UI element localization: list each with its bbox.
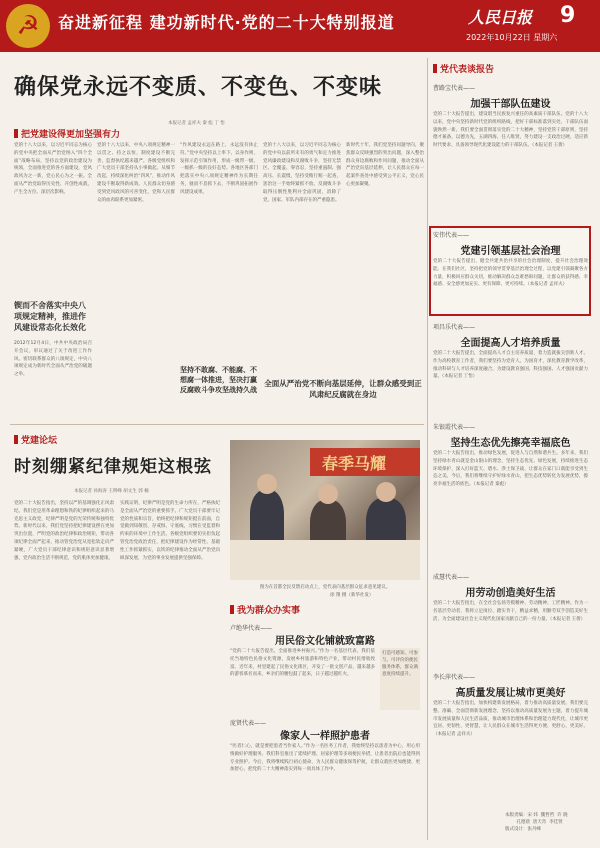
sidebar-item-speaker: 安伟代表—— [433,232,470,239]
sidebar-item-speaker: 李长萍代表—— [433,674,476,681]
forum-column-1: 党的二十大报告指出，坚持以严的基调强化正风肃纪。我们党是用革命理想和铁的纪律组织起来的马克思主义政党，纪律严明是党的光荣传统和独特优势。新时代以来，我们党坚持把纪律建设摆在更加突出位置，严明党的政治纪律和政治规矩，带动各项纪律全面严起来，推动管党治党从宽松软走向严紧硬，广大党员干部纪律意识和规矩意识显著增强，党内政治生活不断规范，党的肌体更加健康。 [14,501,114,561]
lead-column-2: 党的十八大以来，中央八项规定精神一以贯之、持之以恒，制度建设不断完善，监督执纪越来越严。各级党组织和广大党员干部坚持从小事做起、从细节改起，持续深化纠治“四风”，推动作风建设不断取得新成效。人民群众切身感受到党风政风的可喜变化，党和人民群众的血肉联系更加紧密。 [97,143,175,203]
column-divider [427,58,428,840]
sidebar-item-title: 高质量发展让城市更美好 [455,688,566,699]
sidebar-section-tag: 党代表谈报告 [433,62,494,75]
sidebar-item-text: 党的二十大报告指出，在全社会弘扬劳模精神、劳动精神、工匠精神。作为一名基层劳动者，我将立足岗位、踏实肯干，精益求精，用勤劳双手创造美好生活，为全面建设社会主义现代化国家贡献自己的一份力量。（本报记者 王倩） [433,601,588,622]
sidebar-item-speaker: 曹路宝代表—— [433,85,476,92]
sidebar-item-title: 党建引领基层社会治理 [460,246,561,257]
party-emblem-icon: ☭ [6,4,50,48]
lead-column-5: 新时代十年，我们党坚持问题导向，聚焦群众反映强烈的突出问题，深入整治群众身边腐败和作风问题，推动全面从严治党向基层延伸，让人民群众在每一起案件查处中感受到公平正义，党心民心更加凝聚。 [346,143,424,187]
service-section-tag: 我为群众办实事 [230,603,300,616]
sidebar-item-title: 坚持生态优先擦亮幸福底色 [450,438,571,449]
photo-caption: 图为在首都全民反馈启动点上，党代表向基层群众征求意见建议。 [259,585,391,590]
lead-column-4: 党的十八大以来，以习近平同志为核心的党中央以前所未有的勇气和定力推进党风廉政建设和反腐败斗争，坚持无禁区、全覆盖、零容忍，坚持重遏制、强高压、长震慑，坚持受贿行贿一起查，惩治这一手始终紧抓不放。反腐败斗争取得压倒性胜利并全面巩固，消除了党、国家、军队内部存在的严重隐患。 [263,143,341,203]
sidebar-item-title: 全面提高人才培养质量 [460,338,561,349]
sidebar-item-title: 用劳动创造美好生活 [465,588,556,599]
sidebar-item-title: 加强干部队伍建设 [470,99,551,110]
lead-column-3: “作风建设永远在路上，永远没有休止符。”党中央坚持以上率下、以身作则，发挥示范引领作用，形成一级带一级、一级抓一级的良好态势。各地区各部门把落实中央八项规定精神作为长期任务，驰而不息抓下去，不断巩固拓展作风建设成果。 [180,143,258,195]
photo-person-head [257,474,277,494]
service-item-title: 用民俗文化铺就致富路 [275,636,375,647]
service-notice-box: 打造可感知、可参与、可评价的便民服务体系，群众满意度持续提升。 [380,648,420,710]
masthead-kicker: 奋进新征程 建功新时代·党的二十大特别报道 [58,13,395,32]
forum-byline: 本报记者 孙海涛 王明峰 胡文生 郭 楠 [74,489,149,494]
service-item-text: “党的二十大报告提出，全面推进乡村振兴。”作为一名基层代表，我们依托当地特色民俗文化资源，发展乡村旅游和特色产业，带动村民增收致富。近年来，村里建起了民俗文化街区，开发了一批文创产品，越来越多的游客慕名而来，乡亲们的腰包鼓了起来，日子越过越红火。 [230,649,375,678]
section-divider [10,424,424,425]
service-item-speaker: 庞贤代表—— [230,720,267,727]
lead-byline: 本报记者 孟祥夫 秦 彪 丁 怡 [168,121,225,126]
lead-column-1b: 2012年12月4日，中共中央政治局召开会议，审议通过了关于改进工作作风、密切联系群众的八项规定，中央八项规定成为新时代全面从严治党的破题之举。 [14,341,92,378]
lead-column-1: 党的十八大以来，以习近平同志为核心的党中央把全面从严治党纳入“四个全面”战略布局，坚持以党的政治建设为统领，全面推进党的各方面建设，党风政风为之一新，党心民心为之一振。全面从严治党取得历史性、开创性成就，产生全方位、深层次影响。 [14,143,92,195]
service-item-text: “医者仁心，就是要把患者当作家人。”作为一名医务工作者，我始终坚持以患者为中心，用心用情做好护理服务。我们科室推出了延续护理、居家护理等多项便民举措，让患者出院后也能得到专业照护。今后，我将继续践行初心使命，为人民群众健康保驾护航，让群众就医更加便捷、更加舒心，把党的二十大精神落实到每一项具体工作中。 [230,744,420,773]
lead-section-tag: 把党建设得更加坚强有力 [14,127,120,140]
photo-table [230,540,420,580]
service-item-title: 像家人一样照护患者 [280,731,370,742]
lead-subheading-3: 全面从严治党不断向基层延伸，让群众感受到正风肃纪反腐就在身边 [264,379,422,399]
photo-banner-text: 春季马耀 [322,454,387,473]
sidebar-item-text: 党的二十大报告提出，健全共建共治共享的社会治理制度，提升社会治理效能。在我们社区，坚持把党的领导贯穿基层治理全过程，以党建引领凝聚各方力量，积极回应群众关切，推动解决群众急难愁盼问题，让群众的获得感、幸福感、安全感更加充实、更有保障、更可持续。（本报记者 孟祥夫） [433,259,588,288]
dateline: 2022年10月22日 星期六 [466,33,558,42]
lead-subheading-2: 坚持不敢腐、不能腐、不想腐一体推进，坚决打赢反腐败斗争攻坚战持久战 [180,366,257,394]
sidebar-item-speaker: 项昌乐代表—— [433,324,476,331]
forum-section-tag: 党建论坛 [14,433,57,446]
paper-name-logo: 人民日报 [468,8,533,27]
page-number: 9 [560,3,576,28]
sidebar-item-speaker: 成慧代表—— [433,574,470,581]
sidebar-item-text: 党的二十大报告提出，全面提高人才自主培养质量，着力造就拔尖创新人才。作为高校教育工作者，我们要坚持为党育人、为国育才，深化教育教学改革，推动科研与人才培养深度融合，为建设教育强国、科技强国、人才强国贡献力量。（本报记者 丁怡） [433,351,588,380]
service-item-speaker: 卢绝华代表—— [230,625,273,632]
photo-person-head [376,482,396,502]
lead-headline: 确保党永远不变质、不变色、不变味 [14,75,383,100]
masthead-banner [0,0,600,52]
forum-headline: 时刻绷紧纪律规矩这根弦 [14,457,212,477]
sidebar-item-speaker: 朱银霞代表—— [433,424,476,431]
lead-subheading-1: 锲而不舍落实中央八项规定精神，推进作风建设常态化长效化 [14,301,86,332]
photo-credit: 徐 翔 摄（新华社发） [330,593,374,598]
editor-credits: 本版责编：宋 炜 魏哲哲 许 晓 孔德晨 唐天奇 李佳贤 版式设计：张丹峰 [505,813,568,832]
sidebar-item-text: 党的二十大报告指出，推动绿色发展，促进人与自然和谐共生。多年来，我们坚持绿水青山就是金山银山的理念，坚持生态优先、绿色发展，持续推进生态环境保护，深入打好蓝天、碧水、净土保卫战，让群众在家门口就能享受到生态之美。今后，我们将继续守护好绿水青山，把生态优势转化为发展优势，擦亮幸福生活的底色。（本报记者 秦彪） [433,451,588,488]
sidebar-item-text: 党的二十大报告指出，加快构建新发展格局，着力推动高质量发展。我们要完整、准确、全面贯彻新发展理念，坚持以推动高质量发展为主题，着力提升城市发展质量和人民生活品质，推动城市治理体系和治理能力现代化，让城市更宜居、更韧性、更智慧，让人民群众在城市生活得更方便、更舒心、更美好。（本报记者 孟祥夫） [433,701,588,738]
photo-person-head [318,484,338,504]
news-photo [230,440,420,580]
sidebar-item-text: 党的二十大报告提出，建设堪当民族复兴重任的高素质干部队伍。党的十八大以来，党中央坚持新时代党的组织路线，把好干部标准落到实处，干部队伍面貌焕然一新。我们要全面贯彻落实党的二十大精神，坚持党管干部原则，坚持德才兼备、以德为先，五湖四海、任人唯贤，努力建设一支政治过硬、适应新时代要求、具备领导现代化建设能力的干部队伍。（本报记者 王倩） [433,112,588,149]
forum-column-2: 实践证明，纪律严明是党的生命力所在，严格执纪是全面从严治党的重要抓手。广大党员干部要牢记党的性质和宗旨，始终把纪律和规矩挺在前面，自觉做到知敬畏、存戒惧、守底线，习惯在受监督和约束的环境中工作生活。各级党组织要切实担负起管党治党政治责任，把纪律建设作为经常性、基础性工作抓紧抓实，以铁的纪律推动全面从严治党向纵深发展，为党的事业发展提供坚强保障。 [120,501,220,561]
